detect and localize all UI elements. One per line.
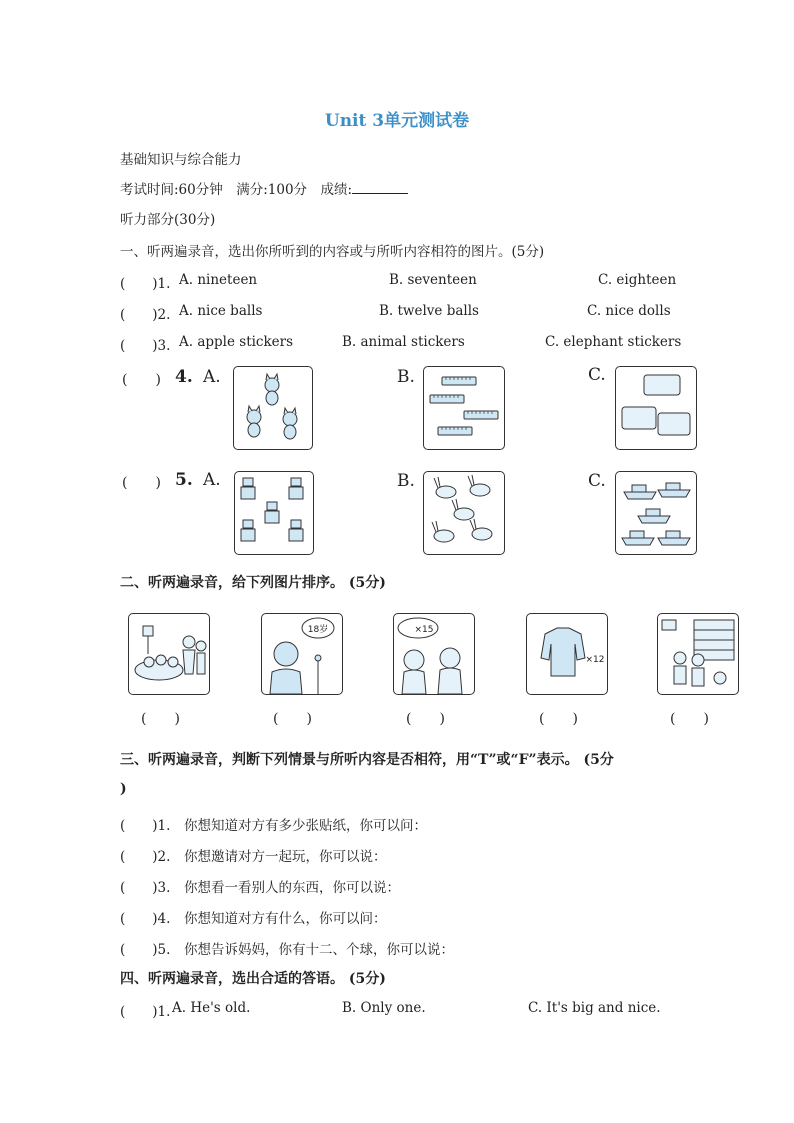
cats-picture[interactable] <box>233 366 313 450</box>
answer-paren[interactable]: ( ) <box>539 711 578 727</box>
scenario-text: 你想告诉妈妈，你有十二、个球，你可以说： <box>184 942 454 958</box>
option-a: A. apple stickers <box>179 334 294 350</box>
item-number[interactable]: ( )3. <box>120 880 171 896</box>
exam-info-text: 考试时间:60分钟 满分:100分 成绩: <box>120 182 353 198</box>
option-b: B. Only one. <box>342 1000 426 1016</box>
item-number[interactable]: ( )1. <box>120 818 171 834</box>
item-number[interactable]: ( )2. <box>120 849 171 865</box>
exam-info <box>120 178 408 198</box>
item-number[interactable]: ( )1. <box>120 1004 171 1020</box>
option-a-label: A. <box>203 367 221 387</box>
answer-paren[interactable]: ( ) <box>406 711 445 727</box>
answer-paren[interactable]: ( ) <box>141 711 180 727</box>
rulers-picture[interactable] <box>423 366 505 450</box>
rabbits-picture[interactable] <box>423 471 505 555</box>
option-c: C. eighteen <box>598 272 677 288</box>
section4-heading: 四、听两遍录音，选出合适的答语。 (5分) <box>120 971 386 987</box>
section1-heading: 一、听两遍录音，选出你所听到的内容或与所听内容相符的图片。(5分) <box>120 244 545 260</box>
section2-heading: 二、听两遍录音，给下列图片排序。 (5分) <box>120 575 386 591</box>
scenario-text: 你想知道对方有多少张贴纸，你可以问： <box>184 818 427 834</box>
stickers-picture[interactable] <box>393 613 475 695</box>
option-b: B. seventeen <box>389 272 477 288</box>
option-a: A. He's old. <box>172 1000 251 1016</box>
listening-label: 听力部分(30分) <box>120 212 216 228</box>
scenario-text: 你想看一看别人的东西，你可以说： <box>184 880 400 896</box>
answer-paren[interactable]: ( ) <box>122 475 161 491</box>
option-b-label: B. <box>397 471 415 491</box>
option-c: C. nice dolls <box>587 303 671 319</box>
option-a: A. nice balls <box>179 303 263 319</box>
boxes-picture[interactable] <box>615 366 697 450</box>
sweater-picture[interactable] <box>526 613 608 695</box>
option-b: B. twelve balls <box>379 303 479 319</box>
scenario-text: 你想知道对方有什么，你可以问： <box>184 911 387 927</box>
option-b-label: B. <box>397 367 415 387</box>
answer-paren[interactable]: ( ) <box>122 372 161 388</box>
item-number[interactable]: ( )4. <box>120 911 171 927</box>
page-title: Unit 3单元测试卷 <box>324 111 470 131</box>
boats-picture[interactable] <box>615 471 697 555</box>
scenario-text: 你想邀请对方一起玩，你可以说： <box>184 849 387 865</box>
option-c: C. It's big and nice. <box>528 1000 661 1016</box>
stickers-count-label: ×15 <box>414 625 434 635</box>
age-label: 18岁 <box>307 625 329 635</box>
item-number[interactable]: ( )3. <box>120 338 171 354</box>
birthday-boy-picture[interactable] <box>261 613 343 695</box>
sweater-count-label: ×12 <box>585 655 605 665</box>
option-a: A. nineteen <box>179 272 258 288</box>
shop-picture[interactable] <box>657 613 739 695</box>
option-c-label: C. <box>588 365 606 385</box>
option-b: B. animal stickers <box>342 334 465 350</box>
option-a-label: A. <box>203 470 221 490</box>
part-label: 基础知识与综合能力 <box>120 152 242 168</box>
answer-paren[interactable]: ( ) <box>273 711 312 727</box>
toys-picture[interactable] <box>128 613 210 695</box>
score-blank[interactable] <box>352 181 408 194</box>
answer-paren[interactable]: ( ) <box>670 711 709 727</box>
option-c: C. elephant stickers <box>545 334 682 350</box>
robots-picture[interactable] <box>234 471 314 555</box>
section3-heading-end: ) <box>120 781 127 797</box>
item-number[interactable]: ( )2. <box>120 307 171 323</box>
item-number[interactable]: ( )1. <box>120 276 171 292</box>
section3-heading: 三、听两遍录音，判断下列情景与所听内容是否相符，用“T”或“F”表示。 (5分 <box>120 752 614 768</box>
item-number: 5. <box>175 470 193 490</box>
item-number[interactable]: ( )5. <box>120 942 171 958</box>
item-number: 4. <box>175 367 193 387</box>
option-c-label: C. <box>588 471 606 491</box>
